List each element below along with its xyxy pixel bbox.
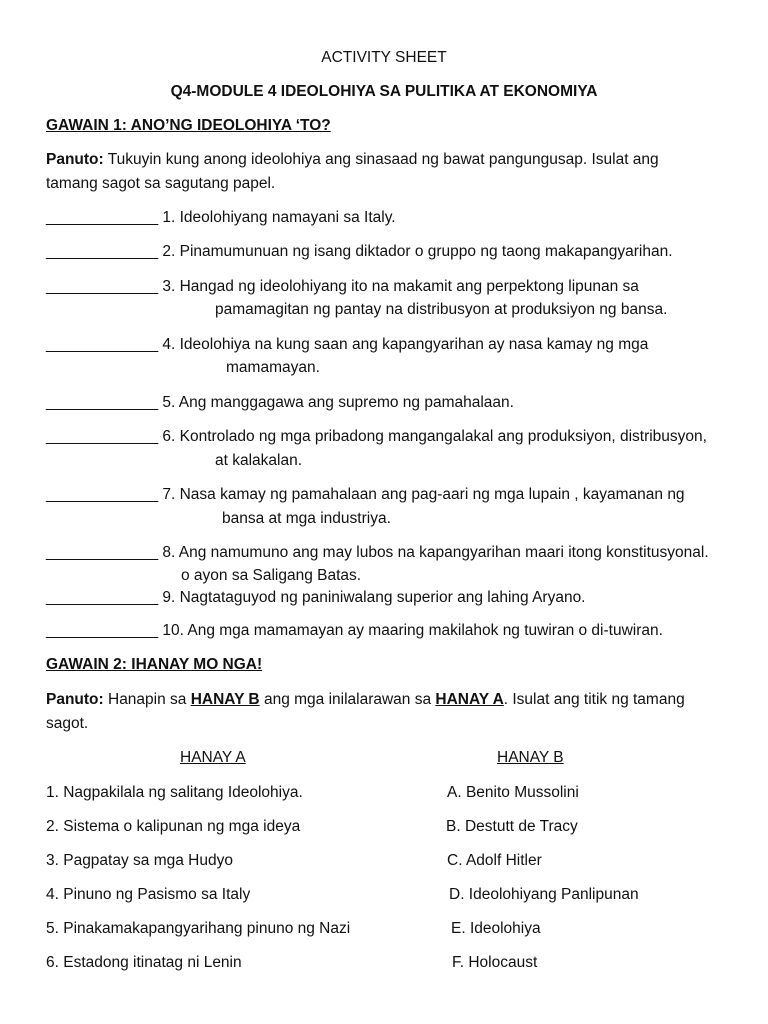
question-continuation: o ayon sa Saligang Batas. [181, 567, 362, 584]
sheet-title: ACTIVITY SHEET [321, 49, 447, 66]
gawain1-instructions-cont: tamang sagot sa sagutang papel. [46, 175, 276, 192]
hanay-a-item: 2. Sistema o kalipunan ng mga ideya [46, 818, 301, 835]
question-text: 3. Hangad ng ideolohiyang ito na makamit ang perpektong lipunan sa [158, 278, 639, 295]
hanay-b-item: E. Ideolohiya [451, 920, 541, 937]
question-text: 2. Pinamumunuan ng isang diktador o gruppo ng taong makapangyarihan. [158, 243, 673, 260]
question-item [46, 277, 639, 297]
question-continuation: mamamayan. [226, 359, 320, 376]
hanay-a-item: 1. Nagpakilala ng salitang Ideolohiya. [46, 784, 303, 801]
panuto-text: Tukuyin kung anong ideolohiya ang sinasaad ng bawat pangungusap. Isulat ang [103, 151, 659, 168]
question-item [46, 208, 396, 228]
gawain2-instructions-cont: sagot. [46, 715, 89, 732]
hanay-b-item: C. Adolf Hitler [447, 852, 542, 869]
panuto-label: Panuto: [46, 151, 104, 168]
hanay-a-header: HANAY A [180, 749, 246, 766]
hanay-b-header: HANAY B [497, 749, 564, 766]
answer-blank[interactable]: _____________ [46, 243, 159, 260]
question-text: 10. Ang mga mamamayan ay maaring makilahok ng tuwiran o di-tuwiran. [158, 622, 663, 639]
hanay-a-item: 5. Pinakamakapangyarihang pinuno ng Nazi [46, 920, 351, 937]
gawain1-instructions [46, 150, 659, 170]
hanay-b-item: B. Destutt de Tracy [446, 818, 578, 835]
panuto-text: Hanapin sa [103, 691, 191, 708]
module-title: Q4-MODULE 4 IDEOLOHIYA SA PULITIKA AT EKONOMIYA [170, 83, 598, 100]
question-continuation: pamamagitan ng pantay na distribusyon at produksiyon ng bansa. [215, 301, 668, 318]
answer-blank[interactable]: _____________ [46, 544, 159, 561]
hanay-b-item: A. Benito Mussolini [447, 784, 579, 801]
question-item [46, 588, 586, 608]
answer-blank[interactable]: _____________ [46, 209, 159, 226]
question-item [46, 543, 709, 563]
question-item [46, 485, 685, 505]
hanay-b-item: F. Holocaust [452, 954, 538, 971]
answer-blank[interactable]: _____________ [46, 336, 159, 353]
question-text: 8. Ang namumuno ang may lubos na kapangyarihan maari itong konstitusyonal. [158, 544, 709, 561]
question-item [46, 335, 648, 355]
hanay-a-item: 3. Pagpatay sa mga Hudyo [46, 852, 233, 869]
hanay-a-item: 6. Estadong itinatag ni Lenin [46, 954, 242, 971]
panuto-text: ang mga inilalarawan sa [259, 691, 436, 708]
answer-blank[interactable]: _____________ [46, 428, 159, 445]
gawain2-heading: GAWAIN 2: IHANAY MO NGA! [46, 656, 263, 673]
hanay-b-item: D. Ideolohiyang Panlipunan [449, 886, 639, 903]
question-continuation: at kalakalan. [215, 452, 303, 469]
question-item [46, 621, 663, 641]
hanay-a-item: 4. Pinuno ng Pasismo sa Italy [46, 886, 251, 903]
panuto-text: . Isulat ang titik ng tamang [503, 691, 685, 708]
gawain2-instructions [46, 690, 685, 710]
answer-blank[interactable]: _____________ [46, 622, 159, 639]
question-item [46, 427, 707, 447]
question-continuation: bansa at mga industriya. [222, 510, 391, 527]
question-text: 6. Kontrolado ng mga pribadong mangangalakal ang produksiyon, distribusyon, [158, 428, 707, 445]
question-item [46, 242, 673, 262]
question-text: 7. Nasa kamay ng pamahalaan ang pag-aari ng mga lupain , kayamanan ng [158, 486, 685, 503]
answer-blank[interactable]: _____________ [46, 589, 159, 606]
hanay-a-reference: HANAY A [435, 691, 504, 708]
answer-blank[interactable]: _____________ [46, 394, 159, 411]
question-text: 1. Ideolohiyang namayani sa Italy. [158, 209, 396, 226]
question-text: 4. Ideolohiya na kung saan ang kapangyarihan ay nasa kamay ng mga [158, 336, 649, 353]
answer-blank[interactable]: _____________ [46, 486, 159, 503]
panuto-label: Panuto: [46, 691, 104, 708]
question-text: 5. Ang manggagawa ang supremo ng pamahalaan. [158, 394, 514, 411]
gawain1-heading: GAWAIN 1: ANO’NG IDEOLOHIYA ‘TO? [46, 117, 331, 134]
hanay-b-reference: HANAY B [190, 691, 260, 708]
answer-blank[interactable]: _____________ [46, 278, 159, 295]
question-item [46, 393, 514, 413]
question-text: 9. Nagtataguyod ng paniniwalang superior ang lahing Aryano. [158, 589, 586, 606]
